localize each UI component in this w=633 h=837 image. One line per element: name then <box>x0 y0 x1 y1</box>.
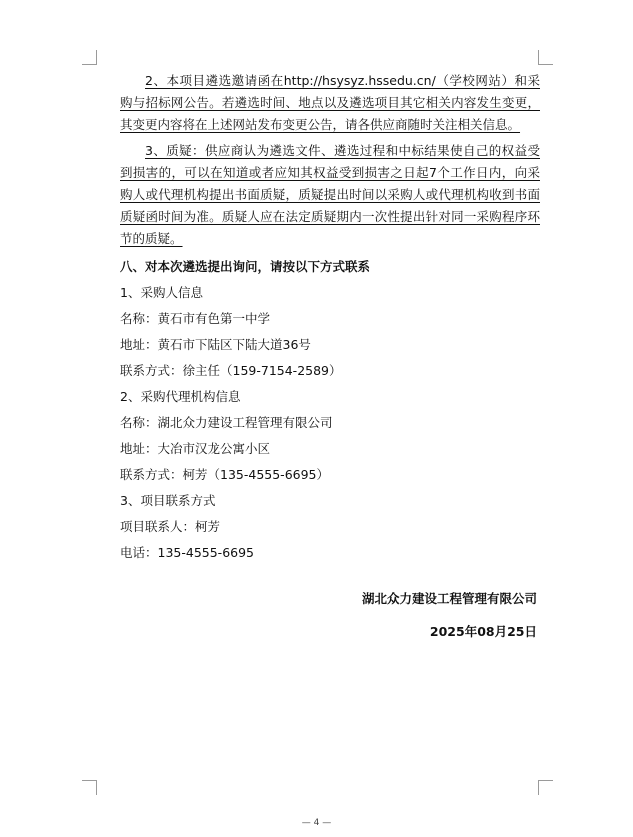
agency-title: 2、采购代理机构信息 <box>120 389 241 404</box>
agency-address: 地址：大冶市汉龙公寓小区 <box>120 441 271 456</box>
agency-contact: 联系方式：柯芳（135-4555-6695） <box>120 467 330 482</box>
crop-mark-top-right <box>538 50 553 65</box>
purchaser-title: 1、采购人信息 <box>120 285 203 300</box>
crop-mark-top-left <box>82 50 97 65</box>
crop-mark-bottom-left <box>82 780 97 795</box>
page-number: — 4 — <box>301 818 332 828</box>
project-contact-title: 3、项目联系方式 <box>120 493 216 508</box>
purchaser-name: 名称：黄石市有色第一中学 <box>120 311 271 326</box>
purchaser-address: 地址：黄石市下陆区下陆大道36号 <box>120 337 311 352</box>
crop-mark-bottom-right <box>538 780 553 795</box>
agency-name: 名称：湖北众力建设工程管理有限公司 <box>120 415 333 430</box>
section-heading-contact: 八、对本次遴选提出询问，请按以下方式联系 <box>120 259 371 274</box>
notice-paragraph-website-text: 2、本项目遴选邀请函在http://hsysyz.hssedu.cn/（学校网站）和采购与招标网公告。若遴选时间、地点以及遴选项目其它相关内容发生变更，其变更内容将在上述网站发布变更公告，请各供应商随时关注相关信息。 <box>120 73 540 132</box>
signature-company: 湖北众力建设工程管理有限公司 <box>361 591 537 606</box>
project-contact-phone: 电话：135-4555-6695 <box>120 545 255 560</box>
notice-paragraph-objection-text: 3、质疑：供应商认为遴选文件、遴选过程和中标结果使自己的权益受到损害的，可以在知道或者应知其权益受到损害之日起7个工作日内，向采购人或代理机构提出书面质疑，质疑提出时间以采购人或代理机构收到书面质疑函时间为准。质疑人应在法定质疑期内一次性提出针对同一采购程序环节的质疑。 <box>120 143 540 246</box>
purchaser-contact: 联系方式：徐主任（159-7154-2589） <box>120 363 342 378</box>
notice-paragraph-objection <box>120 140 540 250</box>
signature-date: 2025年08月25日 <box>429 624 537 639</box>
project-contact-person: 项目联系人：柯芳 <box>120 519 221 534</box>
document-body <box>120 70 540 568</box>
notice-paragraph-website <box>120 70 540 136</box>
